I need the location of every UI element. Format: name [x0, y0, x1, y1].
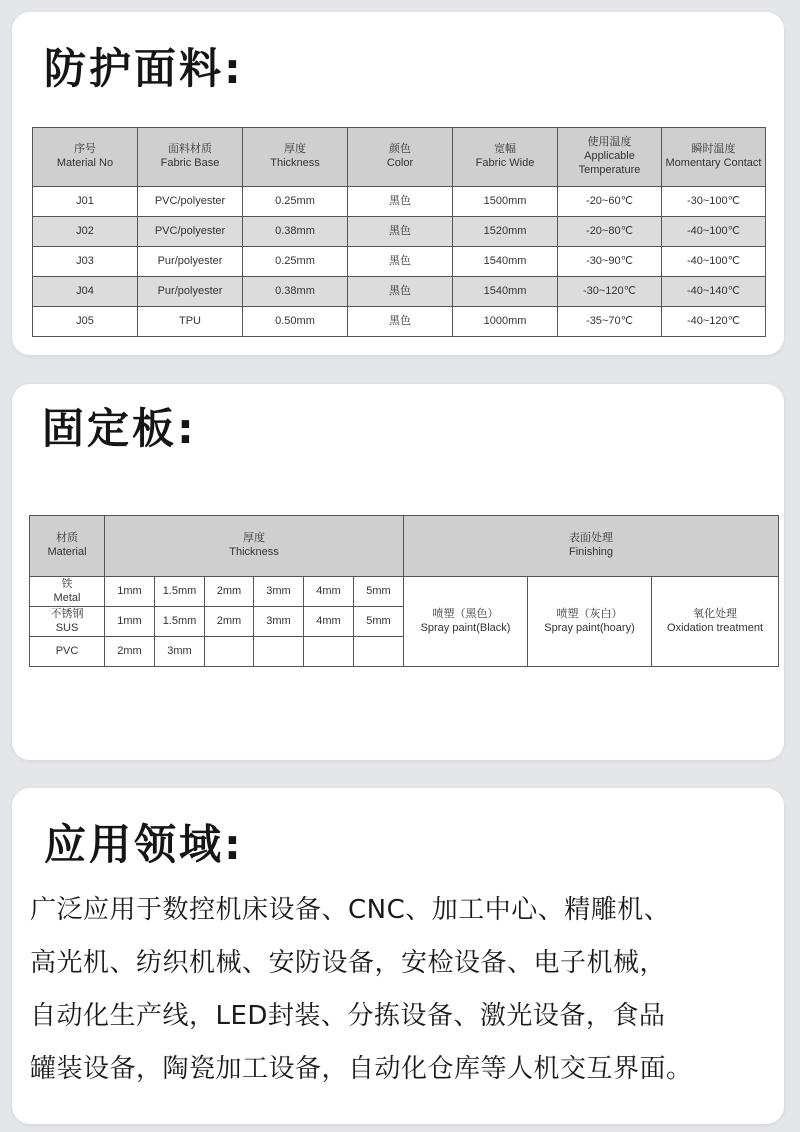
table-cell: J04: [33, 277, 138, 307]
table-row: [33, 187, 766, 217]
table-cell: 黑色: [348, 307, 453, 337]
table-cell: -40~100℃: [662, 247, 766, 277]
application-line: 广泛应用于数控机床设备、CNC、加工中心、精雕机、: [30, 895, 671, 925]
table-cell: [304, 637, 354, 667]
header-material: 材质 Material: [30, 516, 105, 577]
table-row: [33, 307, 766, 337]
header-fabric-wide: 宽幅 Fabric Wide: [453, 128, 558, 187]
application-text: [30, 884, 780, 1096]
plate-header-row: [30, 516, 779, 577]
table-cell: 黑色: [348, 187, 453, 217]
table-cell: 2mm: [205, 577, 254, 607]
table-cell: 1540mm: [453, 277, 558, 307]
finish-oxidation: 氧化处理 Oxidation treatment: [652, 577, 779, 667]
table-cell: 0.50mm: [243, 307, 348, 337]
table-cell: 3mm: [155, 637, 205, 667]
table-cell: -20~60℃: [558, 187, 662, 217]
table-cell: J02: [33, 217, 138, 247]
table-cell: 黑色: [348, 217, 453, 247]
table-cell: -35~70℃: [558, 307, 662, 337]
application-section-title: 应用领域:: [44, 820, 244, 869]
plate-table: [29, 515, 779, 667]
table-cell: -30~100℃: [662, 187, 766, 217]
table-row: [33, 217, 766, 247]
table-cell: 2mm: [105, 637, 155, 667]
fabric-header-row: [33, 128, 766, 187]
table-cell: PVC/polyester: [138, 217, 243, 247]
fabric-section-title: 防护面料:: [44, 44, 244, 93]
header-applicable-temperature: 使用温度 Applicable Temperature: [558, 128, 662, 187]
table-cell: 1500mm: [453, 187, 558, 217]
table-cell: 4mm: [304, 577, 354, 607]
application-line: 自动化生产线，LED封装、分拣设备、激光设备，食品: [30, 1001, 666, 1031]
table-cell: [354, 637, 404, 667]
application-line: 高光机、纺织机械、安防设备，安检设备、电子机械，: [30, 948, 667, 978]
table-cell: PVC/polyester: [138, 187, 243, 217]
application-card: [12, 788, 784, 1124]
table-cell: 5mm: [354, 577, 404, 607]
header-thickness: 厚度 Thickness: [243, 128, 348, 187]
table-row: [30, 577, 779, 607]
table-cell: 5mm: [354, 607, 404, 637]
table-cell: 1.5mm: [155, 607, 205, 637]
material-cell-metal: 铁 Metal: [30, 577, 105, 607]
table-cell: -20~80℃: [558, 217, 662, 247]
table-cell: -40~100℃: [662, 217, 766, 247]
table-cell: 黑色: [348, 247, 453, 277]
finish-spray-hoary: 喷塑（灰白） Spray paint(hoary): [528, 577, 652, 667]
table-cell: TPU: [138, 307, 243, 337]
table-cell: 1540mm: [453, 247, 558, 277]
table-cell: 1.5mm: [155, 577, 205, 607]
table-cell: J05: [33, 307, 138, 337]
plate-section-title: 固定板:: [42, 404, 197, 453]
table-cell: -30~90℃: [558, 247, 662, 277]
table-cell: 3mm: [254, 577, 304, 607]
plate-card: [12, 384, 784, 760]
header-material-no: 序号 Material No: [33, 128, 138, 187]
table-cell: [254, 637, 304, 667]
table-cell: 3mm: [254, 607, 304, 637]
table-cell: 0.25mm: [243, 187, 348, 217]
header-fabric-base: 面料材质 Fabric Base: [138, 128, 243, 187]
table-cell: J01: [33, 187, 138, 217]
finish-spray-black: 喷塑（黑色） Spray paint(Black): [404, 577, 528, 667]
table-row: [33, 277, 766, 307]
table-cell: 黑色: [348, 277, 453, 307]
table-cell: -30~120℃: [558, 277, 662, 307]
table-cell: 1mm: [105, 577, 155, 607]
table-cell: 1520mm: [453, 217, 558, 247]
table-cell: 4mm: [304, 607, 354, 637]
application-line: 罐装设备，陶瓷加工设备，自动化仓库等人机交互界面。: [30, 1054, 693, 1084]
fabric-table: [32, 127, 766, 337]
header-momentary-contact: 瞬时温度 Momentary Contact: [662, 128, 766, 187]
header-thickness: 厚度 Thickness: [105, 516, 404, 577]
table-cell: 2mm: [205, 607, 254, 637]
table-cell: J03: [33, 247, 138, 277]
table-cell: -40~140℃: [662, 277, 766, 307]
table-cell: [205, 637, 254, 667]
header-color: 颜色 Color: [348, 128, 453, 187]
table-row: [33, 247, 766, 277]
table-cell: 0.38mm: [243, 217, 348, 247]
header-finishing: 表面处理 Finishing: [404, 516, 779, 577]
table-cell: Pur/polyester: [138, 277, 243, 307]
table-cell: 0.25mm: [243, 247, 348, 277]
material-cell-sus: 不锈钢 SUS: [30, 607, 105, 637]
fabric-card: [12, 12, 784, 355]
table-cell: 1000mm: [453, 307, 558, 337]
table-cell: -40~120℃: [662, 307, 766, 337]
table-cell: Pur/polyester: [138, 247, 243, 277]
material-cell-pvc: PVC: [30, 637, 105, 667]
table-cell: 0.38mm: [243, 277, 348, 307]
table-cell: 1mm: [105, 607, 155, 637]
